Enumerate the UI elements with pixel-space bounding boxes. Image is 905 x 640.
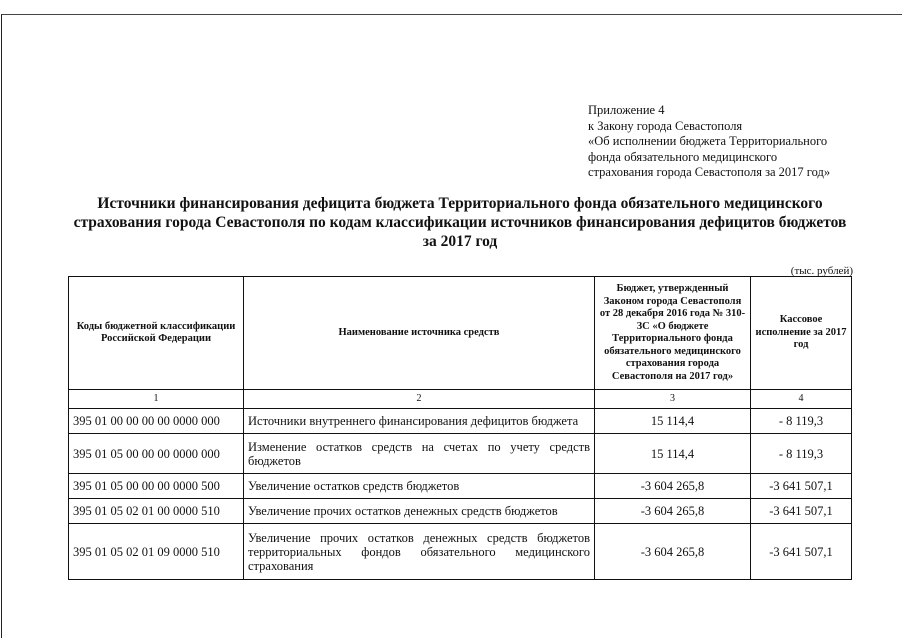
table-row bbox=[69, 409, 852, 434]
row-name: Источники внутреннего финансирования дефицитов бюджета bbox=[244, 409, 595, 434]
document-title bbox=[60, 194, 860, 251]
row-code: 395 01 05 00 00 00 0000 500 bbox=[69, 474, 244, 499]
row-execution: -3 641 507,1 bbox=[751, 474, 852, 499]
row-execution: - 8 119,3 bbox=[751, 434, 852, 474]
appendix-line: Приложение 4 bbox=[588, 103, 665, 117]
table-header-row bbox=[69, 277, 852, 390]
row-execution: - 8 119,3 bbox=[751, 409, 852, 434]
header-cash-execution: Кассовое исполнение за 2017 год bbox=[751, 277, 852, 390]
column-number-row bbox=[69, 390, 852, 409]
row-budget: -3 604 265,8 bbox=[595, 474, 751, 499]
appendix-line: страхования города Севастополя за 2017 год» bbox=[588, 165, 831, 179]
appendix-note bbox=[588, 103, 888, 181]
row-execution: -3 641 507,1 bbox=[751, 524, 852, 580]
row-budget: 15 114,4 bbox=[595, 434, 751, 474]
header-source-name: Наименование источника средств bbox=[244, 277, 595, 390]
row-code: 395 01 05 02 01 00 0000 510 bbox=[69, 499, 244, 524]
row-name: Изменение остатков средств на счетах по учету средств бюджетов bbox=[244, 434, 595, 474]
row-code: 395 01 05 00 00 00 0000 000 bbox=[69, 434, 244, 474]
column-number: 4 bbox=[751, 390, 852, 409]
title-line: Источники финансирования дефицита бюджета Территориального фонда обязательного медицинского bbox=[97, 195, 823, 212]
row-code: 395 01 05 02 01 09 0000 510 bbox=[69, 524, 244, 580]
title-line: за 2017 год bbox=[422, 233, 498, 250]
row-name: Увеличение прочих остатков денежных средств бюджетов территориальных фондов обязательного медицинского страхования bbox=[244, 524, 595, 580]
appendix-line: «Об исполнении бюджета Территориального bbox=[588, 134, 828, 148]
row-budget: 15 114,4 bbox=[595, 409, 751, 434]
sources-table bbox=[68, 276, 852, 580]
header-approved-budget: Бюджет, утвержденный Законом города Севастополя от 28 декабря 2016 года № 310-ЗС «О бюджете Территориального фонда обязательного медицинского страхования города Севастополя на 2017 год» bbox=[595, 277, 751, 390]
column-number: 3 bbox=[595, 390, 751, 409]
row-budget: -3 604 265,8 bbox=[595, 524, 751, 580]
table-row bbox=[69, 474, 852, 499]
title-line: страхования города Севастополя по кодам классификации источников финансирования дефицитов бюджетов bbox=[73, 214, 847, 231]
header-codes: Коды бюджетной классификации Российской Федерации bbox=[69, 277, 244, 390]
table-row bbox=[69, 499, 852, 524]
table-row bbox=[69, 434, 852, 474]
appendix-line: к Закону города Севастополя bbox=[588, 118, 743, 133]
row-name: Увеличение прочих остатков денежных средств бюджетов bbox=[244, 499, 595, 524]
row-budget: -3 604 265,8 bbox=[595, 499, 751, 524]
appendix-line: фонда обязательного медицинского bbox=[588, 149, 778, 164]
column-number: 2 bbox=[244, 390, 595, 409]
table-row bbox=[69, 524, 852, 580]
row-name: Увеличение остатков средств бюджетов bbox=[244, 474, 595, 499]
units-note: (тыс. рублей) bbox=[790, 265, 853, 277]
row-code: 395 01 00 00 00 00 0000 000 bbox=[69, 409, 244, 434]
column-number: 1 bbox=[69, 390, 244, 409]
row-execution: -3 641 507,1 bbox=[751, 499, 852, 524]
